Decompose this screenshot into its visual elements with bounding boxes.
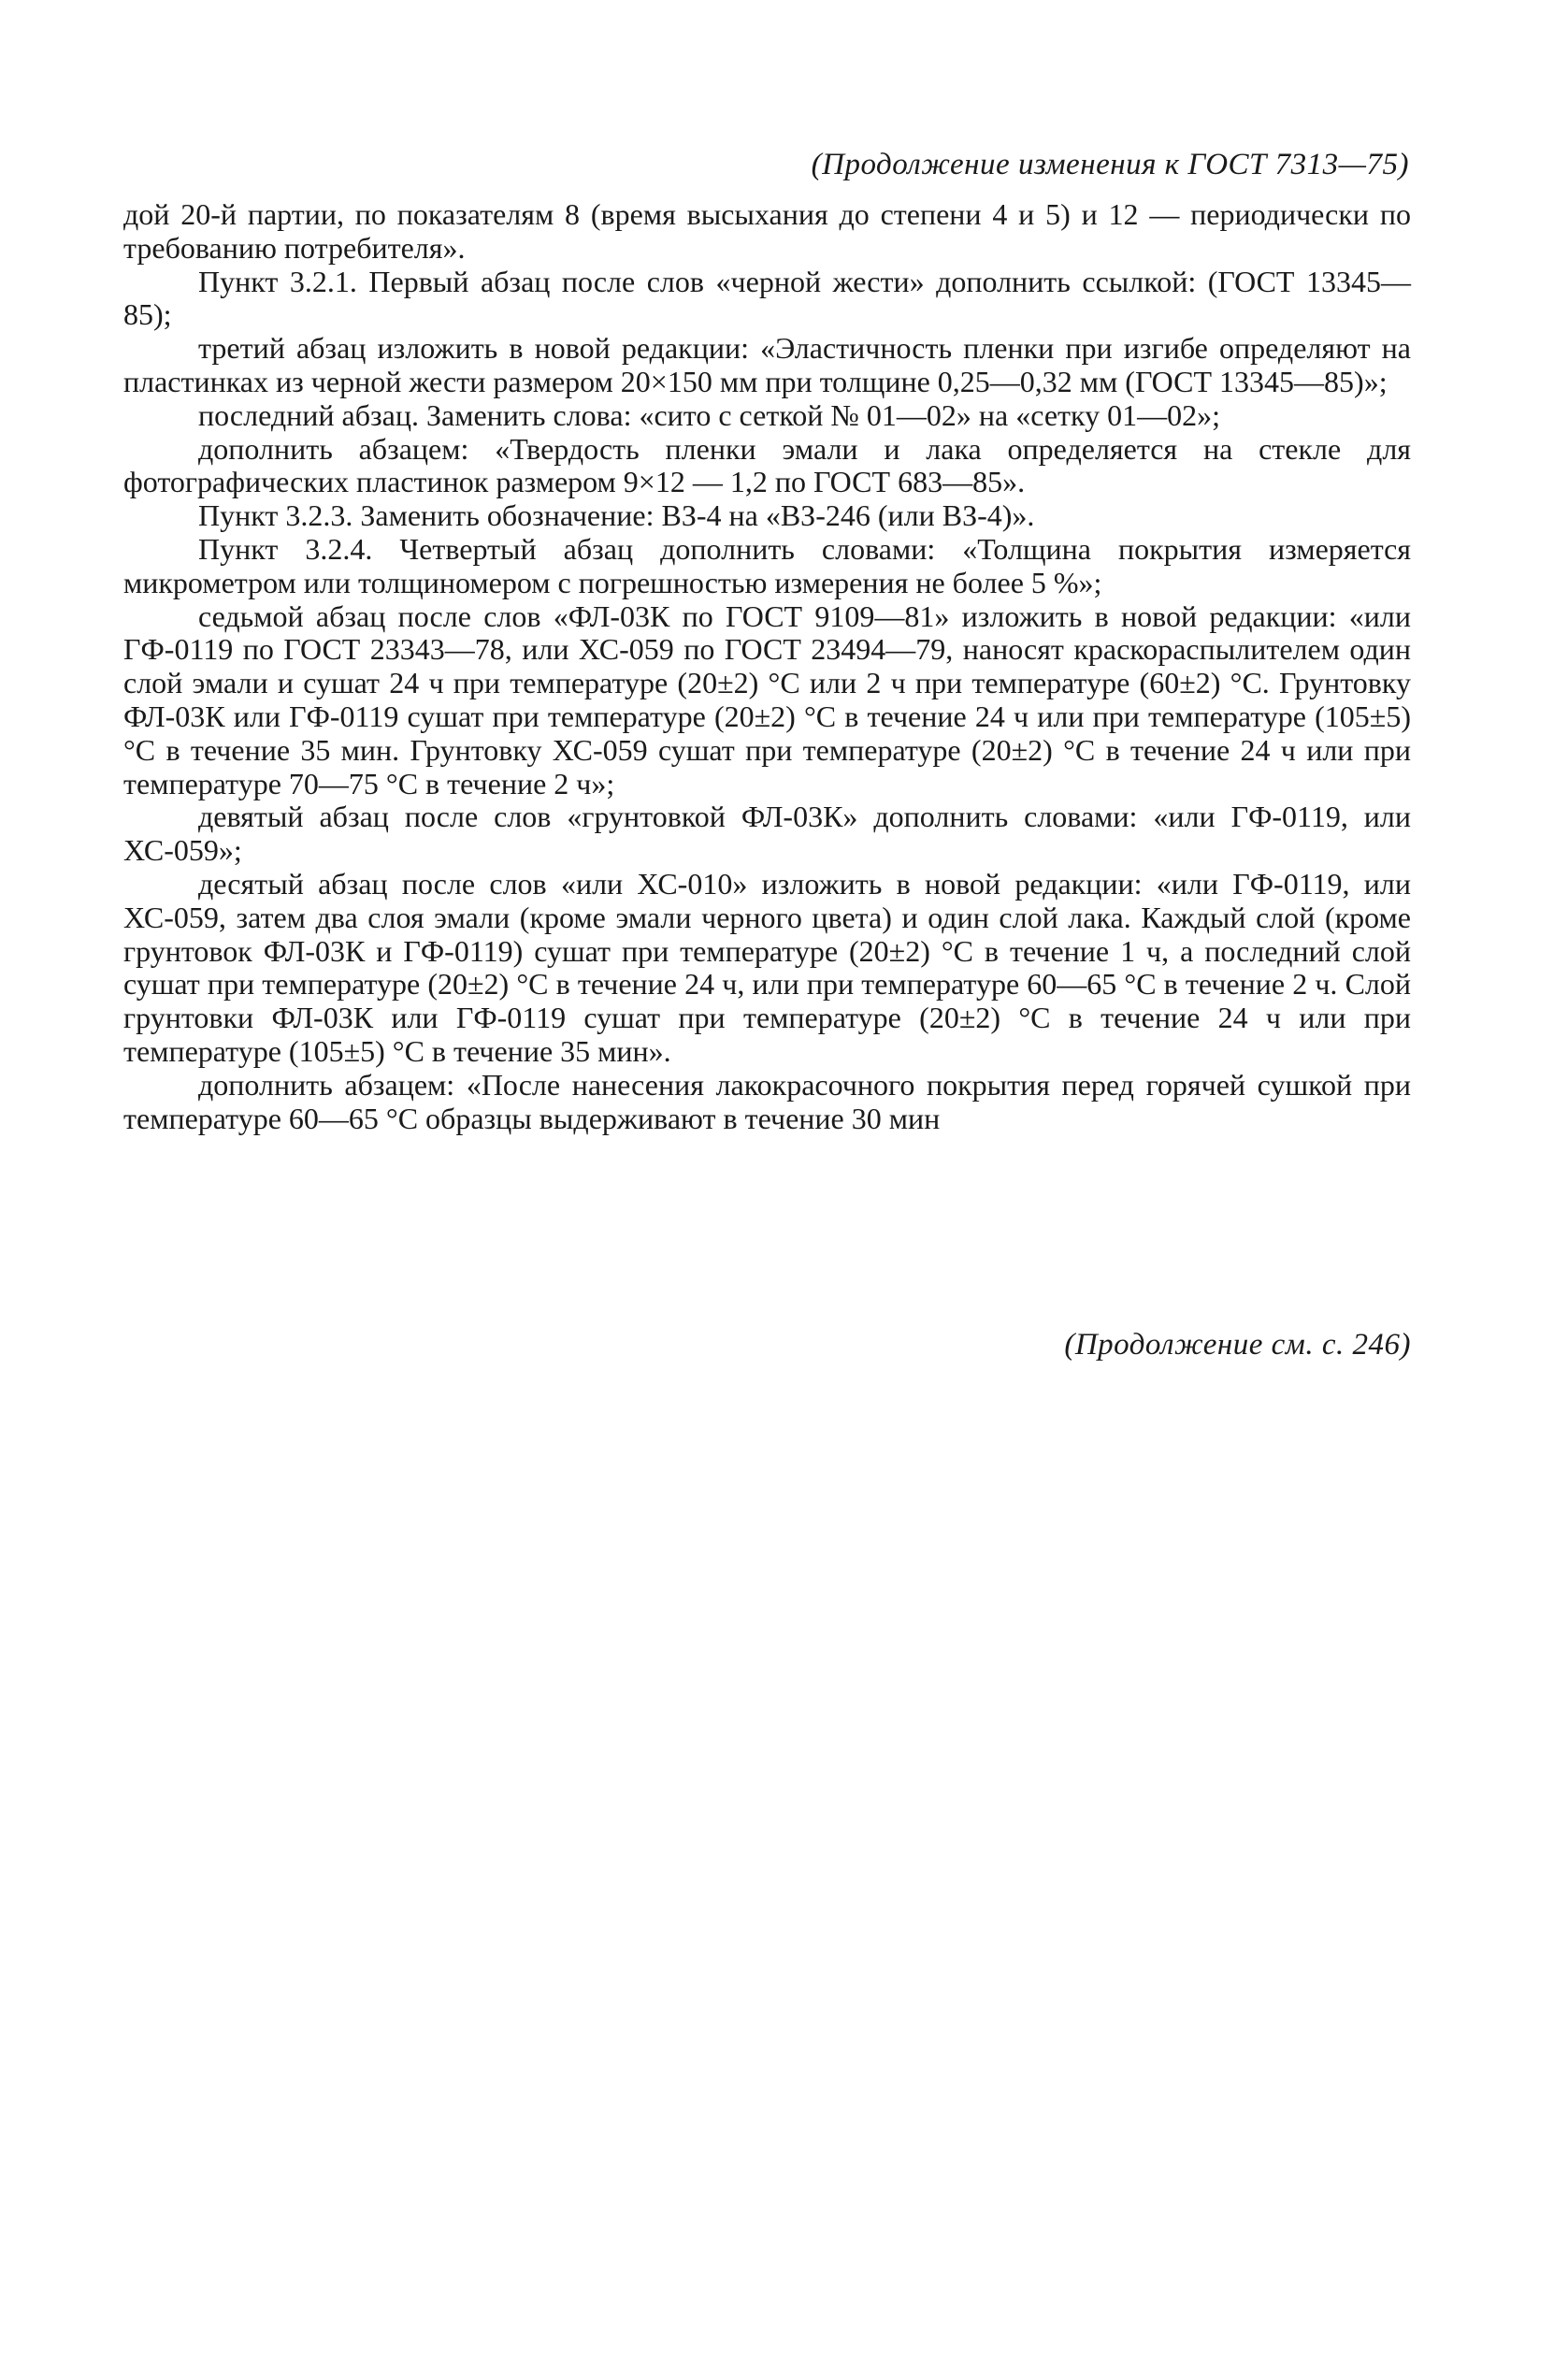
paragraph-addition: дополнить абзацем: «После нанесения лакокрасочного покрытия перед горячей сушкой при температуре 60—65 °С образцы выдерживают в течение 30 мин <box>123 1067 1411 1135</box>
paragraph-continuation: дой 20-й партии, по показателям 8 (время высыхания до степени 4 и 5) и 12 — периодически по требованию потребителя». <box>123 197 1411 265</box>
running-header: (Продолжение изменения к ГОСТ 7313—75) <box>811 148 1409 181</box>
document-body <box>123 198 1411 1135</box>
paragraph-ninth-abzac: девятый абзац после слов «грунтовкой ФЛ-03К» дополнить словами: «или ГФ-0119, или ХС-059»; <box>123 800 1411 868</box>
paragraph-item-3-2-3: Пункт 3.2.3. Заменить обозначение: ВЗ-4 на «ВЗ-246 (или ВЗ-4)». <box>198 498 1035 533</box>
paragraph-tenth-abzac: десятый абзац после слов «или ХС-010» изложить в новой редакции: «или ГФ-0119, или ХС-059, затем два слоя эмали (кроме эмали черного цвета) и один слой лака. Каждый слой (кроме грунтовок ФЛ-03К и ГФ-0119) сушат при температуре (20±2) °С в течение 1 ч, а последний слой сушат при температуре (20±2) °С в течение 24 ч, или при температуре 60—65 °С в течение 2 ч. Слой грунтовки ФЛ-03К или ГФ-0119 сушат при температуре (20±2) °С в течение 24 ч или при температуре (105±5) °С в течение 35 мин». <box>123 866 1411 1068</box>
paragraph-item-3-2-1: Пункт 3.2.1. Первый абзац после слов «черной жести» дополнить ссылкой: (ГОСТ 13345—85); <box>123 264 1411 332</box>
continuation-footer: (Продолжение см. с. 246) <box>1064 1328 1411 1362</box>
paragraph-item-3-2-4: Пункт 3.2.4. Четвертый абзац дополнить словами: «Толщина покрытия измеряется микрометром или толщиномером с погрешностью измерения не более 5 %»; <box>123 531 1411 599</box>
paragraph-seventh-abzac: седьмой абзац после слов «ФЛ-03К по ГОСТ 9109—81» изложить в новой редакции: «или ГФ-0119 по ГОСТ 23343—78, или ХС-059 по ГОСТ 23494—79, наносят краскораспылителем один слой эмали и сушат 24 ч при температуре (20±2) °С или 2 ч при температуре (60±2) °С. Грунтовку ФЛ-03К или ГФ-0119 сушат при температуре (20±2) °С в течение 24 ч или при температуре (105±5) °С в течение 35 мин. Грунтовку ХС-059 сушат при температуре (20±2) °С в течение 24 ч или при температуре 70—75 °С в течение 2 ч»; <box>123 598 1411 800</box>
paragraph-third-abzac: третий абзац изложить в новой редакции: «Эластичность пленки при изгибе определяют на пластинках из черной жести размером 20×150 мм при толщине 0,25—0,32 мм (ГОСТ 13345—85)»; <box>123 331 1411 398</box>
paragraph-last-abzac: последний абзац. Заменить слова: «сито с сеткой № 01—02» на «сетку 01—02»; <box>198 397 1220 432</box>
paragraph-hardness: дополнить абзацем: «Твердость пленки эмали и лака определяется на стекле для фотографических пластинок размером 9×12 — 1,2 по ГОСТ 683—85». <box>123 431 1411 499</box>
